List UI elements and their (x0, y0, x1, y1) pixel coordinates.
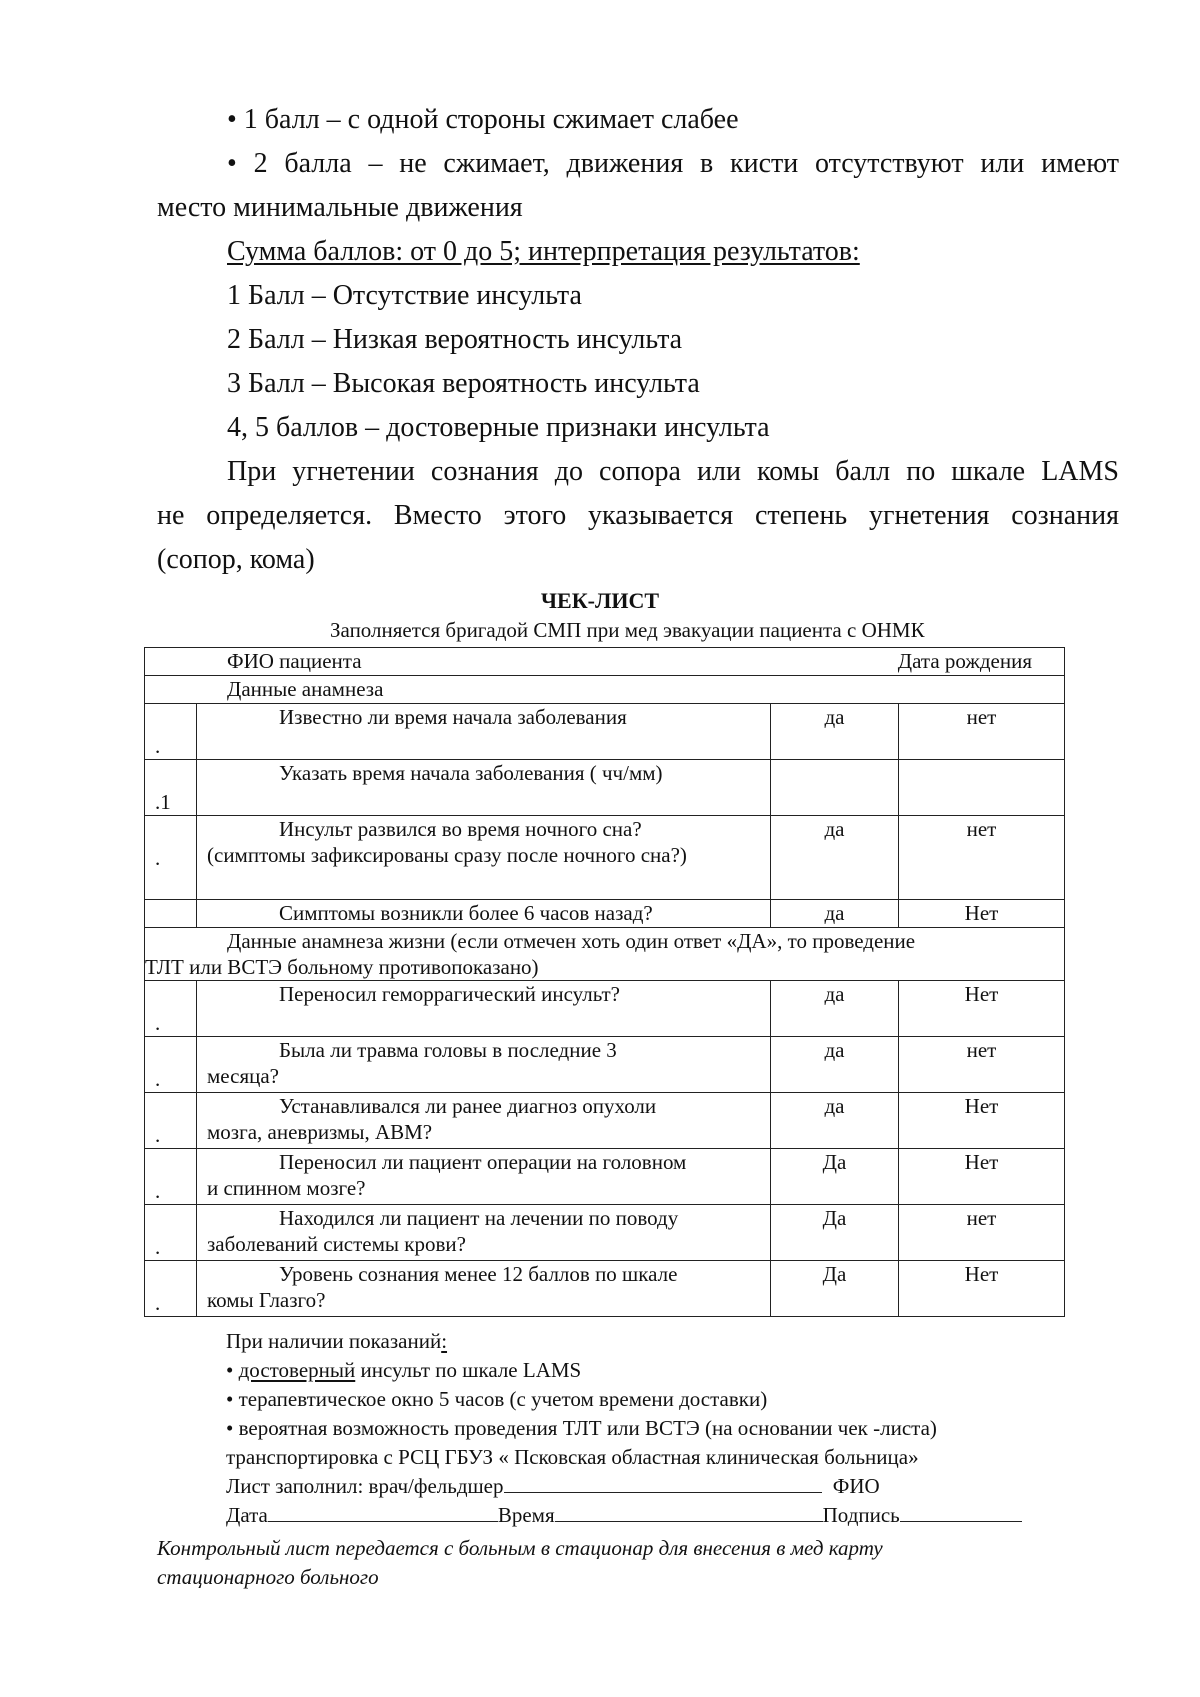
answer-no[interactable]: Нет (899, 1261, 1065, 1317)
interpretation-item: 3 Балл – Высокая вероятность инсульта (227, 368, 700, 399)
checklist-table (144, 647, 1065, 1317)
row-number (145, 900, 197, 928)
transport-line: транспортировка с РСЦ ГБУЗ « Псковская областная клиническая больница» (226, 1445, 919, 1469)
question-cell: Известно ли время начала заболевания (197, 704, 771, 760)
time-label: Время (497, 1503, 555, 1527)
table-row (145, 704, 1065, 760)
row-number: .1 (145, 760, 197, 816)
onset-time-input[interactable] (771, 760, 899, 816)
table-row (145, 900, 1065, 928)
onset-time-input-2[interactable] (899, 760, 1065, 816)
answer-yes[interactable]: да (771, 704, 899, 760)
answer-yes[interactable]: да (771, 1093, 899, 1149)
table-row (145, 981, 1065, 1037)
answer-no[interactable]: нет (899, 1037, 1065, 1093)
answer-no[interactable]: нет (899, 1205, 1065, 1261)
checklist-title: ЧЕК-ЛИСТ (540, 588, 660, 613)
answer-yes[interactable]: да (771, 981, 899, 1037)
anamnesis-heading: Данные анамнеза (145, 676, 1065, 704)
indication-bullet-1: • достоверный инсульт по шкале LAMS (226, 1358, 582, 1382)
question-cell: Находился ли пациент на лечении по поводу заболеваний системы крови? (197, 1205, 771, 1261)
question-cell: Инсульт развился во время ночного сна? (симптомы зафиксированы сразу после ночного сна?) (197, 816, 771, 900)
indications-heading: При наличии показаний: (226, 1329, 448, 1353)
answer-no[interactable]: нет (899, 704, 1065, 760)
date-time-signature-line (226, 1501, 1022, 1530)
question-cell: Симптомы возникли более 6 часов назад? (197, 900, 771, 928)
answer-no[interactable]: Нет (899, 900, 1065, 928)
anamnesis-heading-row (145, 676, 1065, 704)
interpretation-list (157, 274, 1119, 450)
life-anamnesis-heading: Данные анамнеза жизни (если отмечен хоть один ответ «ДА», то проведение ТЛТ или ВСТЭ больному противопоказано) (145, 928, 1065, 981)
question-cell: Устанавливался ли ранее диагноз опухоли мозга, аневризмы, АВМ? (197, 1093, 771, 1149)
birth-date-field[interactable]: Дата рождения (897, 649, 1033, 673)
indication-bullet-3: • вероятная возможность проведения ТЛТ или ВСТЭ (на основании чек -листа) (226, 1416, 937, 1440)
life-anamnesis-heading-row (145, 928, 1065, 981)
row-number: . (145, 1149, 197, 1205)
answer-no[interactable]: Нет (899, 981, 1065, 1037)
row-number: . (145, 704, 197, 760)
control-sheet-note: Контрольный лист передается с больным в стационар для внесения в мед карту стационарного больного (157, 1536, 883, 1589)
date-field[interactable] (268, 1501, 498, 1522)
answer-yes[interactable]: Да (771, 1149, 899, 1205)
date-label: Дата (226, 1503, 268, 1527)
table-row (145, 1149, 1065, 1205)
signature-field[interactable] (900, 1501, 1022, 1522)
doctor-field[interactable] (504, 1472, 822, 1493)
indication-bullet-2: • терапевтическое окно 5 часов (с учетом времени доставки) (226, 1387, 768, 1411)
answer-yes[interactable]: да (771, 816, 899, 900)
row-number: . (145, 1261, 197, 1317)
question-cell: Переносил ли пациент операции на головном и спинном мозге? (197, 1149, 771, 1205)
row-number: . (145, 1037, 197, 1093)
table-row (145, 816, 1065, 900)
sum-heading: Сумма баллов: от 0 до 5; интерпретация результатов: (227, 236, 860, 267)
question-cell: Указать время начала заболевания ( чч/мм) (197, 760, 771, 816)
interpretation-item: 1 Балл – Отсутствие инсульта (227, 280, 582, 311)
table-row (145, 1261, 1065, 1317)
answer-yes[interactable]: да (771, 1037, 899, 1093)
patient-name-field[interactable]: ФИО пациента (227, 649, 362, 673)
table-row (145, 760, 1065, 816)
row-number: . (145, 981, 197, 1037)
patient-row (145, 648, 1065, 676)
answer-yes[interactable]: да (771, 900, 899, 928)
question-cell: Была ли травма головы в последние 3 месяца? (197, 1037, 771, 1093)
answer-no[interactable]: Нет (899, 1149, 1065, 1205)
interpretation-item: 2 Балл – Низкая вероятность инсульта (227, 324, 683, 355)
row-number: . (145, 1093, 197, 1149)
fio-label: ФИО (832, 1474, 880, 1498)
answer-no[interactable]: Нет (899, 1093, 1065, 1149)
scale-item-1: • 1 балл – с одной стороны сжимает слабее (227, 104, 739, 135)
interpretation-item: 4, 5 баллов – достоверные признаки инсульта (227, 412, 770, 443)
question-cell: Переносил геморрагический инсульт? (197, 981, 771, 1037)
table-row (145, 1205, 1065, 1261)
row-number: . (145, 816, 197, 900)
filled-by-line (226, 1472, 880, 1501)
signature-label: Подпись (822, 1503, 900, 1527)
answer-yes[interactable]: Да (771, 1261, 899, 1317)
answer-yes[interactable]: Да (771, 1205, 899, 1261)
scale-item-2: • 2 балла – не сжимает, движения в кисти отсутствуют или имеют место минимальные движения (157, 148, 1119, 223)
question-cell: Уровень сознания менее 12 баллов по шкале комы Глазго? (197, 1261, 771, 1317)
row-number: . (145, 1205, 197, 1261)
time-field[interactable] (555, 1501, 823, 1522)
coma-paragraph: При угнетении сознания до сопора или комы балл по шкале LAMS не определяется. Вместо этого указывается степень угнетения сознания (сопор, кома) (157, 456, 1119, 575)
answer-no[interactable]: нет (899, 816, 1065, 900)
table-row (145, 1037, 1065, 1093)
filled-by-label: Лист заполнил: врач/фельдшер (226, 1474, 504, 1498)
document-page: • 1 балл – с одной стороны сжимает слабее • 2 балла – не сжимает, движения в кисти отсутствуют или имеют место минимальные движения Сумма баллов: от 0 до 5; интерпретация результатов: 1 Балл – Отсутствие инсульта 2 Балл – Низкая вероятность инсульта 3 Балл – Высокая вероятность инсульта 4, 5 баллов – достоверные признаки инсульта При угнетении сознания до сопора или комы балл по шкале LAMS не определяется. Вместо этого указывается степень угнетения сознания (сопор, кома) ЧЕК-ЛИСТ Заполняется бригадой СМП при мед эвакуации пациента с ОНМК ФИО пациента Дата рождения Данные анамнеза . Известно ли время начала заболевания да нет .1 Указать время начала заболевания ( чч/мм) . Инсульт развился во время ночного сна? (симптомы зафиксированы сразу после ночного сна?) да нет Симптомы возникли более 6 часов назад? да Нет Данные анамнеза жизни (если отмечен хоть один ответ «ДА», то проведение ТЛТ или ВСТЭ больному противопоказано) . Переносил геморрагический инсульт? да Нет . Была ли травма головы в последние 3 месяца? да нет . Устанавливался ли ранее диагноз опухоли мозга, аневризмы, АВМ? да Нет . Переносил ли пациент операции на головном и спинном мозге? Да Нет . Находился ли пациент на лечении по поводу заболеваний системы крови? Да нет . Уровень сознания менее 12 баллов по шкале комы Глазго? Да Нет При наличии показаний: • достоверный инсульт по шкале LAMS • терапевтическое окно 5 часов (с учетом времени доставки) • вероятная возможность проведения ТЛТ или ВСТЭ (на основании чек -листа) транспортировка с РСЦ ГБУЗ « Псковская областная клиническая больница» Лист заполнил: врач/фельдшер ФИО Дата Время Подпись Контрольный лист передается с больным в стационар для внесения в мед карту стационарного больного (0, 0, 1200, 1697)
table-row (145, 1093, 1065, 1149)
